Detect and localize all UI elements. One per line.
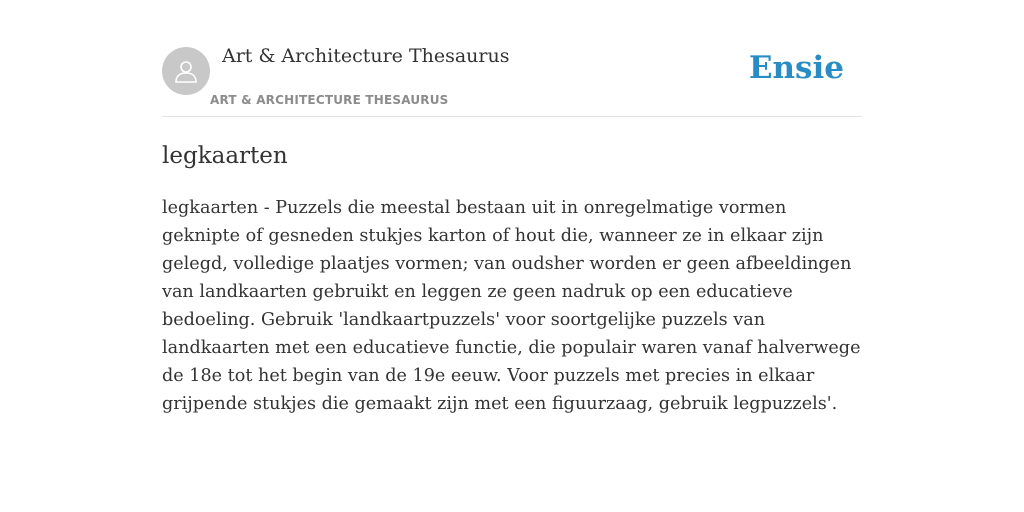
entry-definition: legkaarten - Puzzels die meestal bestaan uit in onregelmatige vormen geknipte of gesneden stukjes karton of hout die, wanneer ze in elkaar zijn gelegd, volledige plaatjes vormen; van oudsher worden er geen afbeeldingen van landkaarten gebruikt en leggen ze geen nadruk op een educatieve bedoeling. Gebruik 'landkaartpuzzels' voor soortgelijke puzzels van landkaarten met een educatieve functie, die populair waren vanaf halverwege de 18e tot het begin van de 19e eeuw. Voor puzzels met precies in elkaar grijpende stukjes die gemaakt zijn met een figuurzaag, gebruik legpuzzels'. [162,198,861,414]
entry-term: legkaarten [162,143,288,169]
user-icon [173,58,199,84]
entry-card [162,0,862,418]
ensie-logo[interactable]: Ensie [748,50,844,86]
avatar[interactable] [162,47,210,95]
source-header [162,0,862,117]
source-subtitle: ART & ARCHITECTURE THESAURUS [210,93,449,107]
source-title[interactable]: Art & Architecture Thesaurus [222,45,510,67]
